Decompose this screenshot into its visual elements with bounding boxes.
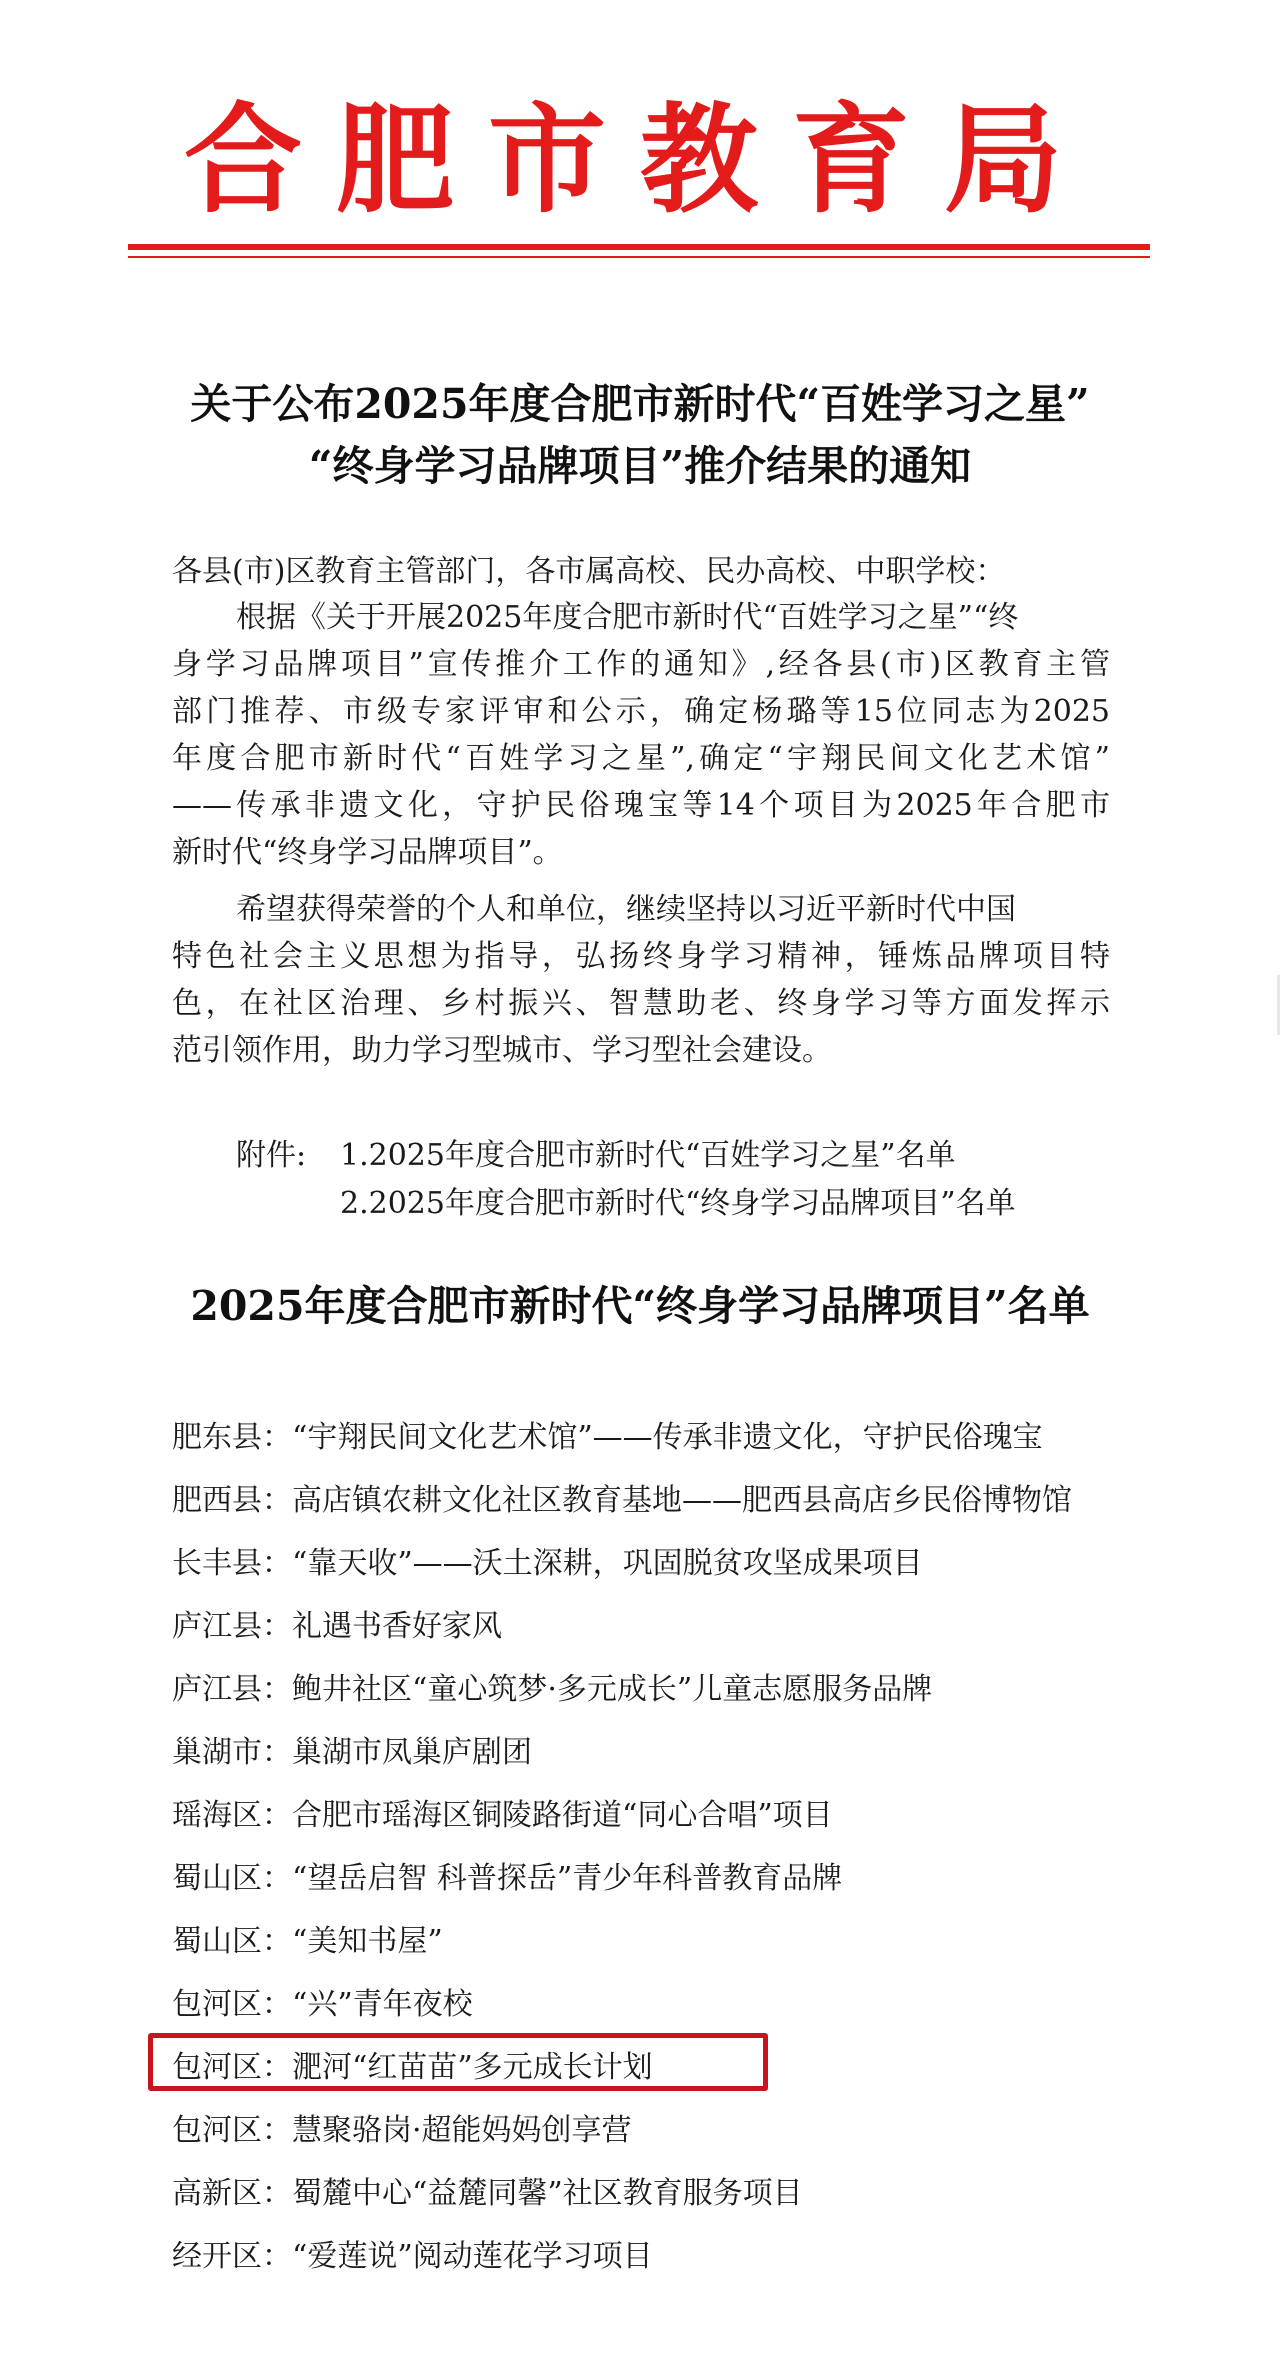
district-label: 肥西县： xyxy=(172,1483,292,1518)
list-item xyxy=(172,1415,1132,1478)
list-item xyxy=(172,2234,1132,2297)
project-name: 慧聚骆岗·超能妈妈创享营 xyxy=(292,2113,632,2148)
project-list-title: 2025年度合肥市新时代“终身学习品牌项目”名单 xyxy=(190,1282,1090,1330)
paragraph1-line: 身学习品牌项目”宣传推介工作的通知》,经各县(市)区教育主管 xyxy=(172,647,1110,682)
notice-title-line2: “终身学习品牌项目”推介结果的通知 xyxy=(308,442,972,490)
paragraph2-line: 范引领作用，助力学习型城市、学习型社会建设。 xyxy=(172,1033,832,1068)
attachments-label: 附件: xyxy=(236,1138,307,1173)
list-item xyxy=(172,2108,1132,2171)
letterhead-title: 合肥市教育局 xyxy=(183,91,1096,229)
list-item xyxy=(172,1541,1132,1604)
district-label: 高新区： xyxy=(172,2176,292,2211)
attachment-item: 1.2025年度合肥市新时代“百姓学习之星”名单 xyxy=(340,1138,956,1173)
district-label: 巢湖市： xyxy=(172,1735,292,1770)
project-name: 礼遇书香好家风 xyxy=(292,1609,502,1644)
project-name: 高店镇农耕文化社区教育基地——肥西县高店乡民俗博物馆 xyxy=(292,1483,1072,1518)
project-name: “兴”青年夜校 xyxy=(292,1987,473,2022)
district-label: 包河区： xyxy=(172,2113,292,2148)
notice-title-line1: 关于公布2025年度合肥市新时代“百姓学习之星” xyxy=(190,380,1090,428)
list-item xyxy=(172,1856,1132,1919)
project-name: 淝河“红苗苗”多元成长计划 xyxy=(292,2050,653,2085)
district-label: 庐江县： xyxy=(172,1672,292,1707)
list-item xyxy=(172,1730,1132,1793)
paragraph1-line: ——传承非遗文化，守护民俗瑰宝等14个项目为2025年合肥市 xyxy=(172,788,1110,823)
district-label: 蜀山区： xyxy=(172,1924,292,1959)
paragraph1-line: 部门推荐、市级专家评审和公示，确定杨璐等15位同志为2025 xyxy=(172,694,1110,729)
project-name: 蜀麓中心“益麓同馨”社区教育服务项目 xyxy=(292,2176,803,2211)
paragraph1-line: 新时代“终身学习品牌项目”。 xyxy=(172,835,563,870)
project-name: “望岳启智 科普探岳”青少年科普教育品牌 xyxy=(292,1861,843,1896)
district-label: 庐江县： xyxy=(172,1609,292,1644)
list-item xyxy=(172,1667,1132,1730)
project-name: 合肥市瑶海区铜陵路街道“同心合唱”项目 xyxy=(292,1798,833,1833)
highlight-box xyxy=(148,2033,768,2091)
project-name: “爱莲说”阅动莲花学习项目 xyxy=(292,2239,653,2274)
salutation: 各县(市)区教育主管部门，各市属高校、民办高校、中职学校： xyxy=(172,554,1006,589)
list-item xyxy=(172,1919,1132,1982)
letterhead-rule-thin xyxy=(128,256,1150,258)
paragraph2-line: 色，在社区治理、乡村振兴、智慧助老、终身学习等方面发挥示 xyxy=(172,986,1110,1021)
district-label: 蜀山区： xyxy=(172,1861,292,1896)
district-label: 经开区： xyxy=(172,2239,292,2274)
district-label: 包河区： xyxy=(172,2050,292,2085)
district-label: 肥东县： xyxy=(172,1420,292,1455)
paragraph2-line: 特色社会主义思想为指导，弘扬终身学习精神，锤炼品牌项目特 xyxy=(172,939,1110,974)
list-item xyxy=(172,2171,1132,2234)
district-label: 包河区： xyxy=(172,1987,292,2022)
district-label: 长丰县： xyxy=(172,1546,292,1581)
district-label: 瑶海区： xyxy=(172,1798,292,1833)
attachment-item: 2.2025年度合肥市新时代“终身学习品牌项目”名单 xyxy=(340,1186,1016,1221)
letterhead-rule-thick xyxy=(128,244,1150,250)
project-name: “宇翔民间文化艺术馆”——传承非遗文化，守护民俗瑰宝 xyxy=(292,1420,1043,1455)
project-name: “美知书屋” xyxy=(292,1924,443,1959)
list-item xyxy=(172,1793,1132,1856)
project-name: 巢湖市凤巢庐剧团 xyxy=(292,1735,532,1770)
project-name: 鲍井社区“童心筑梦·多元成长”儿童志愿服务品牌 xyxy=(292,1672,933,1707)
list-item xyxy=(172,1604,1132,1667)
paragraph2-line: 希望获得荣誉的个人和单位，继续坚持以习近平新时代中国 xyxy=(236,892,1016,927)
list-item xyxy=(172,1478,1132,1541)
paragraph1-line: 根据《关于开展2025年度合肥市新时代“百姓学习之星”“终 xyxy=(236,600,1019,635)
project-list xyxy=(172,1415,1132,2297)
paragraph1-line: 年度合肥市新时代“百姓学习之星”,确定“宇翔民间文化艺术馆” xyxy=(172,741,1110,776)
project-name: “靠天收”——沃土深耕，巩固脱贫攻坚成果项目 xyxy=(292,1546,923,1581)
